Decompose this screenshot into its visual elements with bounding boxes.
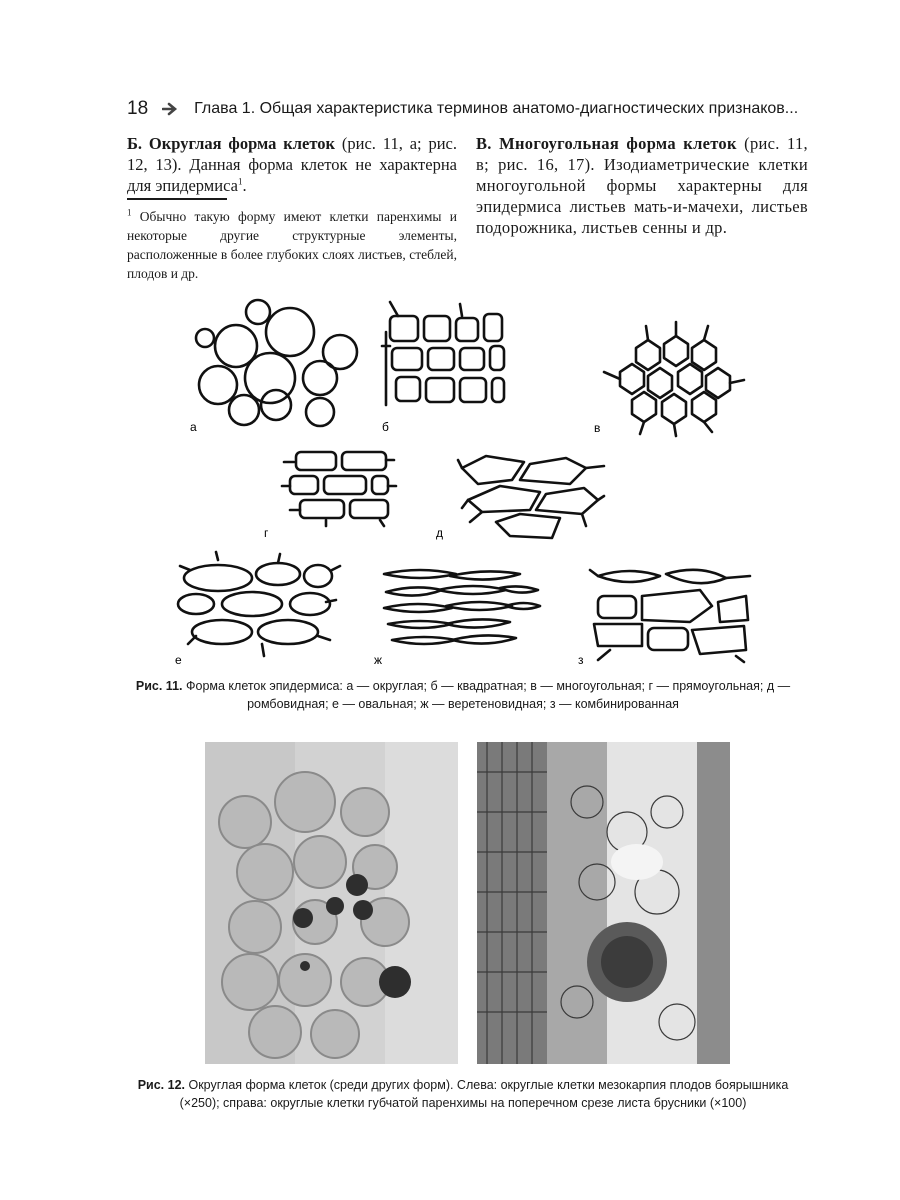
section-heading-b: Б. Округлая форма клеток xyxy=(127,134,336,153)
section-text-b-end: . xyxy=(242,176,247,195)
panel-d-rhomboid-cells xyxy=(458,456,604,538)
figure-12-left-micrograph xyxy=(205,742,458,1064)
panel-zh-fusiform-cells xyxy=(384,570,540,644)
footnote-ref[interactable]: 1 xyxy=(237,176,243,187)
figure-11-caption xyxy=(118,677,808,713)
figure-12-caption-text: Округлая форма клеток (среди других форм). Слева: округлые клетки мезокарпия плодов боярышника (×250); справа: округлые клетки губчатой паренхимы на поперечном срезе листа брусники (×100) xyxy=(179,1078,789,1110)
panel-label-d: д xyxy=(436,526,444,540)
panel-label-zh: ж xyxy=(374,653,383,667)
section-heading-v: В. Многоугольная форма клеток xyxy=(476,134,737,153)
section-text-v: (рис. 11, в; рис. 16, 17). Изодиаметрические клетки многоугольной формы характерны для эпидермиса листьев мать-и-мачехи, листьев подорожника, листьев сенны и др. xyxy=(476,134,808,237)
panel-b-square-cells xyxy=(382,302,504,405)
panel-v-polygonal-cells xyxy=(604,322,744,436)
section-text-b: (рис. 11, а; рис. 12, 13). Данная форма клеток не характерна для эпидермиса xyxy=(127,134,458,195)
chapter-title: Глава 1. Общая характеристика терминов анатомо-диагностических признаков... xyxy=(194,100,799,117)
panel-label-v: в xyxy=(594,421,601,435)
panel-label-a: а xyxy=(190,420,197,434)
panel-label-b: б xyxy=(382,420,389,434)
panel-z-combined-cells xyxy=(590,570,750,662)
panel-e-oval-cells xyxy=(178,552,340,656)
figure-12-caption-label: Рис. 12. xyxy=(137,1078,185,1092)
panel-a-rounded-cells xyxy=(196,300,357,426)
panel-g-rectangular-cells xyxy=(282,452,396,526)
panel-label-g: г xyxy=(264,526,269,540)
figure-11-caption-text: Форма клеток эпидермиса: а — округлая; б — квадратная; в — многоугольная; г — прямоугольная; д — ромбовидная; е — овальная; ж — веретеновидная; з — комбинированная xyxy=(185,679,791,711)
panel-label-z: з xyxy=(578,653,584,667)
footnote-mark: 1 xyxy=(127,207,132,218)
figure-11-caption-label: Рис. 11. xyxy=(135,679,183,693)
page-number: 18 xyxy=(127,98,149,119)
figure-12-caption xyxy=(118,1076,808,1112)
figure-12-right-micrograph xyxy=(477,742,730,1064)
footnote-text: Обычно такую форму имеют клетки паренхимы и некоторые другие структурные элементы, расположенные в более глубоких слоях листьев, стеблей, плодов и др. xyxy=(127,209,457,281)
panel-label-e: е xyxy=(175,653,182,667)
